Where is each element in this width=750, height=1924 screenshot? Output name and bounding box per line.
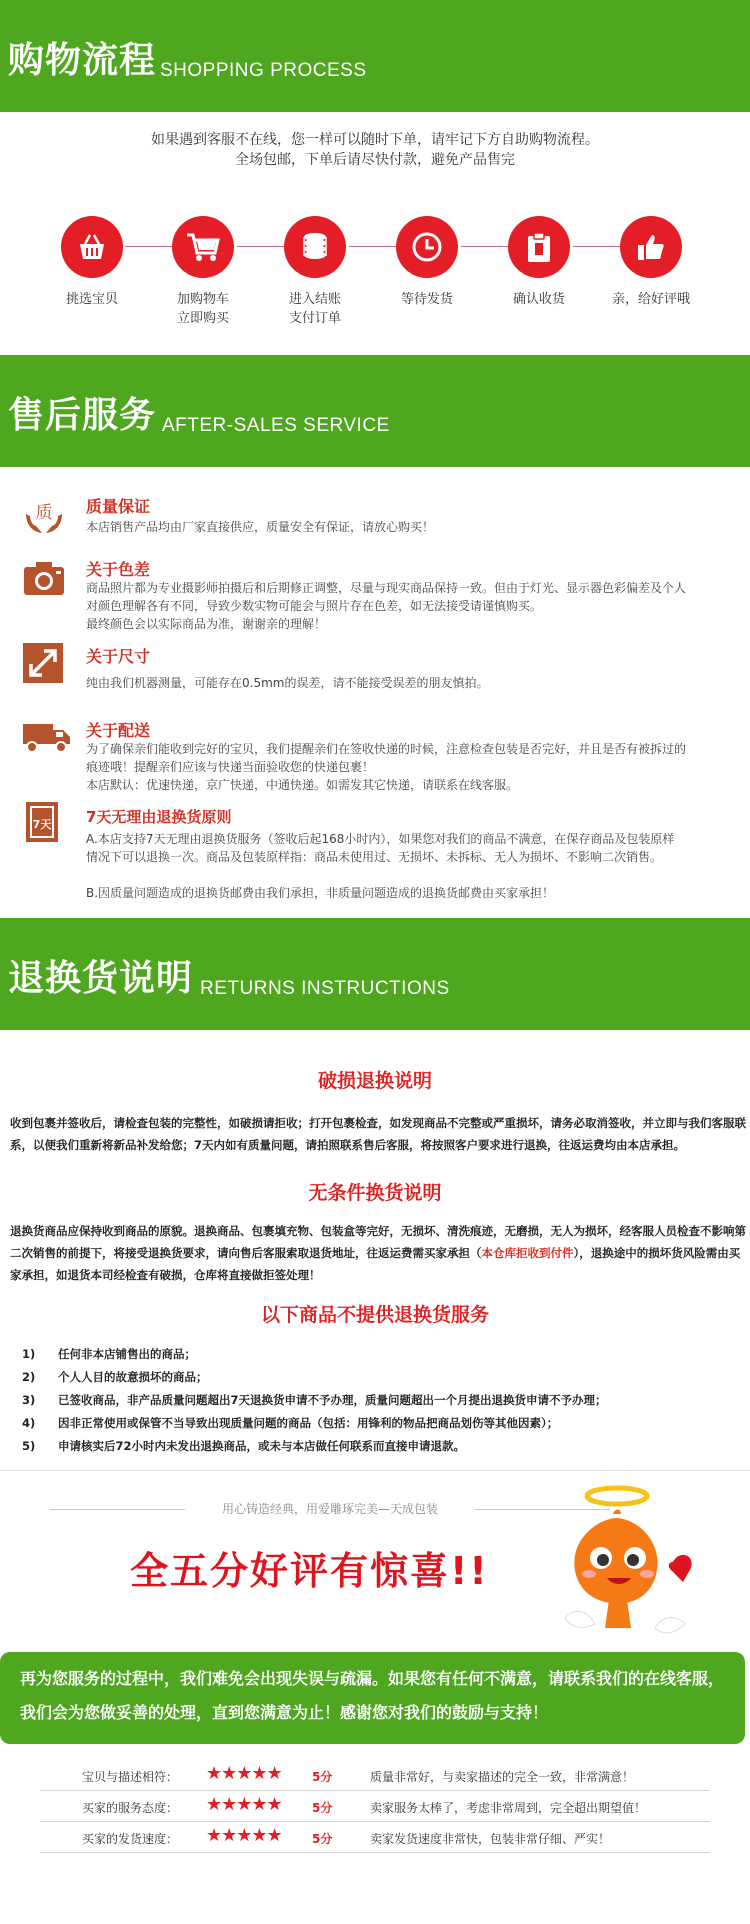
step-checkout: 进入结账 支付订单	[260, 216, 370, 328]
list-item: 4) 因非正常使用或保管不当导致出现质量问题的商品（包括：用锋利的物品把商品划伤等其他因素）；	[22, 1416, 559, 1430]
step-label: 进入结账	[288, 292, 341, 307]
seven-days-icon	[22, 800, 66, 844]
ruler-arrow-icon	[22, 642, 66, 686]
rating-row	[40, 1791, 710, 1822]
service-title: 质量保证	[86, 497, 151, 516]
message-line-1: 再为您服务的过程中，我们难免会出现失误与疏漏。如果您有任何不满意，请联系我们的在线客服，	[20, 1669, 725, 1688]
rating-label: 宝贝与描述相符：	[82, 1770, 179, 1784]
star-rating-icon: ★★★★★	[206, 1763, 282, 1784]
shopping-banner	[0, 0, 750, 112]
service-message-box	[0, 1652, 745, 1744]
rating-label: 买家的发货速度：	[82, 1832, 179, 1846]
aftersales-title-en: AFTER-SALES SERVICE	[162, 415, 390, 436]
step-label: 挑选宝贝	[65, 292, 118, 307]
star-rating-icon: ★★★★★	[206, 1794, 282, 1815]
shopping-title-en: SHOPPING PROCESS	[160, 60, 367, 81]
unconditional-title: 无条件换货说明	[308, 1182, 442, 1204]
shopping-title: 购物流程	[8, 40, 157, 81]
star-rating-icon: ★★★★★	[206, 1825, 282, 1846]
service-title: 关于配送	[86, 721, 151, 740]
tagline: 用心铸造经典，用爱雕琢完美—天成包装	[221, 1502, 438, 1516]
svg-text:7天: 7天	[32, 818, 52, 831]
coins-icon	[284, 216, 346, 278]
service-text: 为了确保亲们能收到完好的宝贝，我们提醒亲们在签收快递的时候，注意检查包装是否完好，并且是否有被拆过的 痕迹哦！提醒亲们应该与快递当面验收您的快递包裹！ 本店默认：优速快递，京广快递，中通快递。如需发其它快递，请联系在线客服。	[86, 742, 687, 792]
truck-icon	[22, 720, 72, 764]
clipboard-icon	[508, 216, 570, 278]
shopping-intro	[0, 130, 750, 170]
step-add-cart: 加购物车 立即购买	[148, 216, 258, 328]
not-accepted-title: 以下商品不提供退换货服务	[260, 1304, 489, 1326]
clock-icon	[396, 216, 458, 278]
intro-line-1: 如果遇到客服不在线，您一样可以随时下单，请牢记下方自助购物流程。	[151, 132, 599, 148]
section-divider	[0, 1470, 750, 1471]
rating-row	[40, 1822, 710, 1853]
step-label: 亲，给好评哦	[611, 292, 690, 307]
rating-score: 5分	[312, 1801, 333, 1815]
intro-line-2: 全场包邮，下单后请尽快付款，避免产品售完	[235, 152, 515, 168]
rating-row	[40, 1760, 710, 1791]
aftersales-banner	[0, 355, 750, 467]
rating-comment: 卖家服务太棒了，考虑非常周到，完全超出期望值！	[370, 1801, 647, 1815]
camera-icon	[22, 559, 66, 603]
no-cod-notice: 本仓库拒收到付件	[481, 1246, 574, 1260]
list-item: 2) 个人人目的故意损坏的商品；	[22, 1370, 208, 1384]
cart-icon	[172, 216, 234, 278]
list-item: 5) 申请核实后72小时内未发出退换商品，或未与本店做任何联系而直接申请退款。	[22, 1439, 465, 1453]
basket-icon	[61, 216, 123, 278]
list-item: 3) 已签收商品，非产品质量问题超出7天退换货申请不予办理，质量问题超出一个月提出退换货申请不予办理；	[22, 1393, 607, 1407]
step-label: 加购物车	[176, 292, 229, 307]
message-line-2: 我们会为您做妥善的处理，直到您满意为止！感谢您对我们的鼓励与支持！	[20, 1703, 549, 1722]
step-label: 等待发货	[400, 292, 453, 307]
returns-banner	[0, 918, 750, 1030]
service-text: 本店销售产品均由厂家直接供应，质量安全有保证，请放心购买！	[86, 520, 435, 534]
mascot-icon	[545, 1478, 705, 1648]
svg-text:质: 质	[35, 503, 53, 523]
service-text: 商品照片都为专业摄影师拍摄后和后期修正调整，尽量与现实商品保持一致。但由于灯光、显示器色彩偏差及个人 对颜色理解各有不同，导致少数实物可能会与照片存在色差，如无法接受请谨慎购买。 最终颜色会以实际商品为准，谢谢亲的理解！	[86, 581, 687, 631]
step-confirm	[484, 216, 594, 309]
service-title: 7天无理由退换货原则	[86, 808, 232, 826]
rating-comment: 质量非常好，与卖家描述的完全一致，非常满意！	[370, 1770, 635, 1784]
service-title: 关于色差	[86, 560, 151, 579]
service-text: 纯由我们机器测量，可能存在0.5mm的误差，请不能接受误差的朋友慎拍。	[86, 676, 489, 690]
step-wait-ship	[372, 216, 482, 309]
step-review	[596, 216, 706, 309]
returns-title: 退换货说明	[8, 958, 194, 999]
five-star-promo: 全五分好评有惊喜!!	[130, 1549, 489, 1593]
list-item: 1) 任何非本店铺售出的商品；	[22, 1347, 196, 1361]
not-accepted-list	[22, 1343, 742, 1458]
quality-icon	[22, 492, 66, 536]
rating-score: 5分	[312, 1770, 333, 1784]
thumbs-up-icon	[620, 216, 682, 278]
damage-title: 破损退换说明	[317, 1070, 432, 1092]
rating-label: 买家的服务态度：	[82, 1801, 179, 1815]
rating-comment: 卖家发货速度非常快，包装非常仔细、严实！	[370, 1832, 611, 1846]
aftersales-title: 售后服务	[8, 395, 157, 436]
step-select	[37, 216, 147, 309]
unconditional-text: 退换货商品应保持收到商品的原貌。退换商品、包裹填充物、包装盒等完好，无损坏、清洗痕迹，无磨损，无人为损坏，经客服人员检查不影响第二次销售的前提下，将接受退换货要求，请向售后客服索取退货地址，往返运费需买家承担（本仓库拒收到付件），退换途中的损坏货风险需由买家承担，如退货本司经检查有破损，仓库将直接做拒签处理！	[10, 1224, 746, 1282]
step-label: 确认收货	[512, 292, 565, 307]
service-title: 关于尺寸	[86, 647, 151, 666]
rating-score: 5分	[312, 1832, 333, 1846]
service-text: A.本店支持7天无理由退换货服务（签收后起168小时内），如果您对我们的商品不满意，在保存商品及包装原样 情况下可以退换一次。商品及包装原样指：商品未使用过、无损坏、未拆标、无人为损坏、不影响二次销售。 B.因质量问题造成的退换货邮费由我们承担，非质量问题造成的退换货邮费由买家承担！	[86, 832, 675, 900]
tagline-line-left	[50, 1509, 185, 1510]
damage-text: 收到包裹并签收后，请检查包装的完整性，如破损请拒收；打开包裹检查，如发现商品不完整或严重损坏，请务必取消签收，并立即与我们客服联系，以便我们重新将新品补发给您；7天内如有质量问题，请拍照联系售后客服，将按照客户要求进行退换，往返运费均由本店承担。	[10, 1116, 746, 1152]
returns-title-en: RETURNS INSTRUCTIONS	[200, 978, 450, 999]
